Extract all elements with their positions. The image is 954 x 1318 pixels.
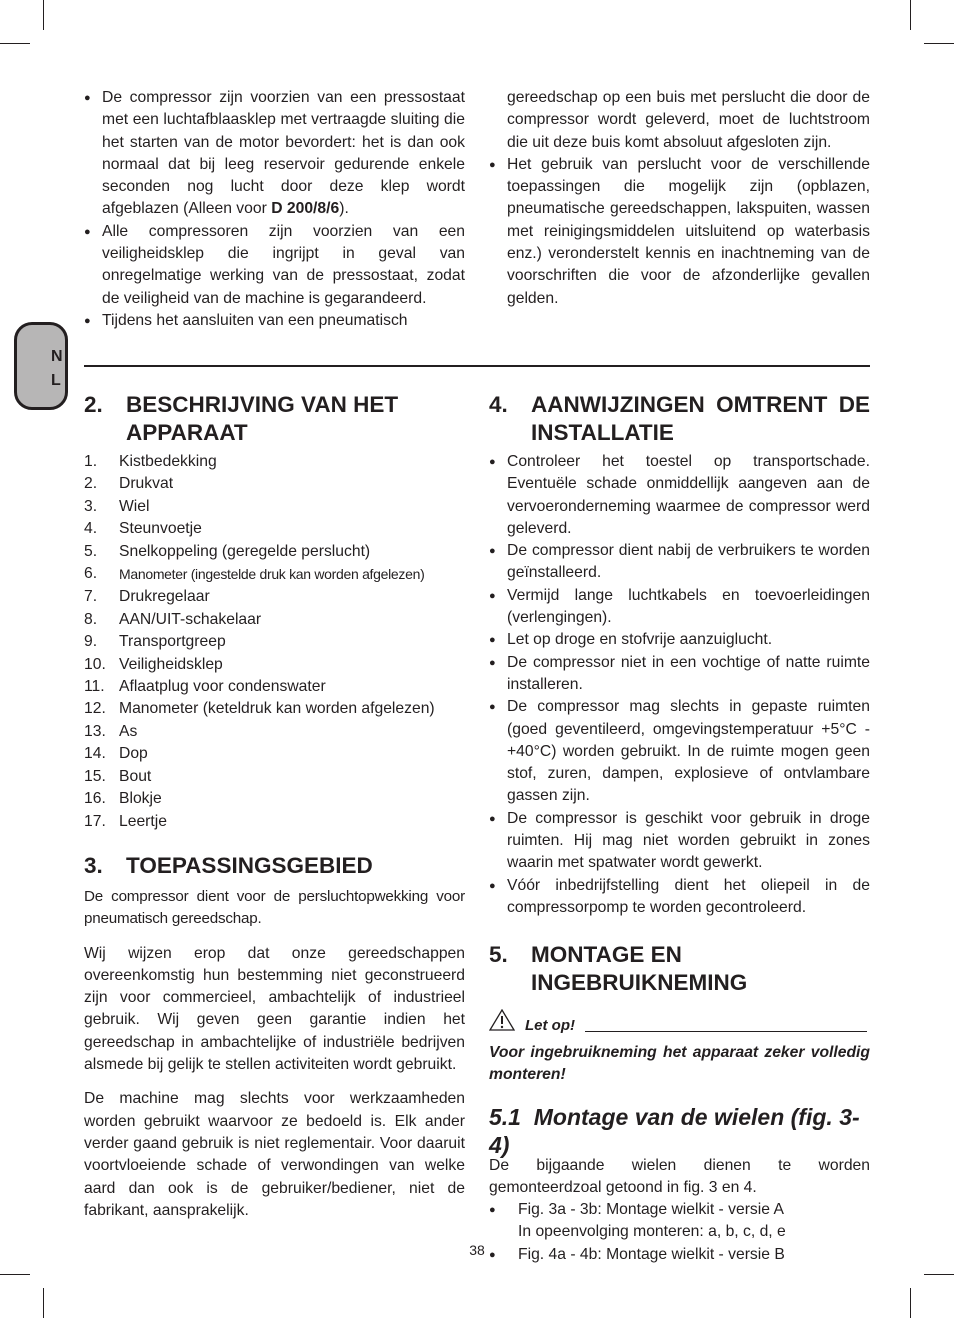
list-item: ● De compressor dient nabij de verbruikers te worden geïnstalleerd. xyxy=(489,540,870,585)
list-item: 11. Aflaatplug voor condenswater xyxy=(84,678,326,696)
list-item: 5. Snelkoppeling (geregelde perslucht) xyxy=(84,542,371,560)
list-item: ● Het gebruik van perslucht voor de verschillende toepassingen die mogelijk zijn (opblazen, pneumatische gereedschappen, lakspuiten, wassen met reinigingsmiddelen uitsluitend op waterbasis enz.) veronderstelt kennis en inachtneming van de voorschriften die voor de afzonderlijke gevallen gelden. xyxy=(489,154,870,310)
crop-mark xyxy=(0,1274,30,1275)
warning-label: Let op! xyxy=(525,1017,575,1034)
section-2-heading: 2. BESCHRIJVING VAN HET APPARAAT xyxy=(84,392,399,445)
paragraph: Wij wijzen erop dat onze gereedschappen overeenkomstig hun bestemming niet geconstrueerd zijn voor commercieel, ambachtelijk of industrieel gebruik. Wij geven geen garantie indien het gereedschap in ambachtelijke of industriële bedrijven alsmede bij gelijk te stellen activiteiten wordt gebruikt. xyxy=(84,944,465,1074)
warning-underline xyxy=(585,1031,867,1032)
section-3-heading: 3. TOEPASSINGSGEBIED xyxy=(84,853,373,878)
paragraph: De machine mag slechts voor werkzaamheden worden gebruikt waarvoor ze bedoeld is. Elk ander verder gaand gebruik is niet reglementair. Voor daaruit voortvloeiende schade of verwondingen van welke aard dan ook is de gebruiker/bediener, niet de fabrikant, aansprakelijk. xyxy=(84,1090,465,1219)
list-item: ● Vermijd lange luchtkabels en toevoerleidingen (verlengingen). xyxy=(489,585,870,630)
section-3 xyxy=(84,852,465,1222)
list-item: ● Vóór inbedrijfstelling dient het oliepeil in de compressorpomp te worden gecontroleerd. xyxy=(489,875,870,920)
list-item: ● Controleer het toestel op transportschade. Eventuële schade onmiddellijk aangeven aan de vervoeronderneming waarmee de compressor werd geleverd. xyxy=(489,451,870,540)
parts-list xyxy=(84,451,465,833)
list-item: 16. Blokje xyxy=(84,790,162,808)
list-item: 2. Drukvat xyxy=(84,475,174,493)
top-right-column xyxy=(489,87,870,310)
language-tab-letter-2: L xyxy=(51,372,61,389)
list-item: 10. Veiligheidsklep xyxy=(84,655,223,673)
subsection-5-1-heading: 5.1 Montage van de wielen (fig. 3-4) xyxy=(489,1103,860,1158)
crop-mark xyxy=(910,1288,911,1318)
page-number: 38 xyxy=(469,1242,485,1258)
list-item: ● Tijdens het aansluiten van een pneumatisch xyxy=(84,310,465,332)
top-left-column xyxy=(84,87,465,332)
list-item: 7. Drukregelaar xyxy=(84,588,210,606)
list-item: 3. Wiel xyxy=(84,497,150,515)
crop-mark xyxy=(0,43,30,44)
section-4-heading: 4. AANWIJZINGEN OMTRENT DE INSTALLATIE xyxy=(489,392,870,445)
language-tab xyxy=(14,322,68,410)
list-item: ● Let op droge en stofvrije aanzuiglucht. xyxy=(489,629,870,651)
section-5 xyxy=(489,941,870,1266)
list-item: 14. Dop xyxy=(84,745,148,763)
warning-triangle-icon xyxy=(489,1009,515,1031)
list-item: 6. Manometer (ingestelde druk kan worden afgelezen) xyxy=(84,565,425,583)
list-item: ● De compressor zijn voorzien van een pressostaat met een luchtafblaasklep met vertraagde sluiting die het starten van de motor bevordert: het is dan ook normaal dat bij leeg reservoir gedurende enkele seconden nog lucht door deze klep wordt afgeblazen (Alleen voor D 200/8/6). xyxy=(84,87,465,221)
crop-mark xyxy=(924,43,954,44)
list-item: 13. As xyxy=(84,722,138,740)
crop-mark xyxy=(43,0,44,30)
list-item: 12. Manometer (keteldruk kan worden afgelezen) xyxy=(84,700,435,718)
section-divider xyxy=(84,365,870,367)
list-item: 15. Bout xyxy=(84,767,152,785)
list-item: 4. Steunvoetje xyxy=(84,520,202,538)
language-tab-letter-1: N xyxy=(51,348,63,365)
list-item: ● De compressor is geschikt voor gebruik in droge ruimten. Hij mag niet worden gebruikt in zones waarin met spatwater wordt gewerkt. xyxy=(489,808,870,875)
installation-list xyxy=(489,451,870,919)
list-item: 9. Transportgreep xyxy=(84,633,226,651)
list-item: ● Fig. 4a - 4b: Montage wielkit - versie B xyxy=(489,1244,870,1266)
list-item: 17. Leertje xyxy=(84,812,167,830)
crop-mark xyxy=(910,0,911,30)
crop-mark xyxy=(924,1274,954,1275)
paragraph: De bijgaande wielen dienen te worden gemonteerdzoal getoond in fig. 3 en 4. xyxy=(489,1156,870,1196)
warning-text: Voor ingebruikneming het apparaat zeker volledig monteren! xyxy=(489,1044,870,1084)
section-5-heading: 5. MONTAGE EN INGEBRUIKNEMING xyxy=(489,942,748,995)
list-item: ● De compressor niet in een vochtige of natte ruimte installeren. xyxy=(489,652,870,697)
list-item: ● De compressor mag slechts in gepaste ruimten (goed geventileerd, omgevingstemperatuur +5°C - +40°C) worden gebruikt. In de ruimte mogen geen stof, zuren, dampen, explosieve of ontvlambare gassen zijn. xyxy=(489,696,870,807)
list-item: ● Fig. 3a - 3b: Montage wielkit - versie A In opeenvolging monteren: a, b, c, d, e xyxy=(489,1199,870,1244)
list-item: ● Alle compressoren zijn voorzien van een veiligheidsklep die ingrijpt in geval van onregelmatige werking van de pressostaat, zodat de veiligheid van de machine is gegarandeerd. xyxy=(84,221,465,310)
section-2 xyxy=(84,391,465,833)
continued-text: gereedschap op een buis met perslucht die door de compressor wordt geleverd, moet de luchtstroom die uit deze buis komt absoluut afgesloten zijn. xyxy=(507,89,870,151)
paragraph: De compressor dient voor de persluchtopwekking voor pneumatisch gereedschap. xyxy=(84,888,465,928)
list-item: 8. AAN/UIT-schakelaar xyxy=(84,610,262,628)
section-4 xyxy=(489,391,870,919)
crop-mark xyxy=(43,1288,44,1318)
warning-row xyxy=(489,1015,870,1039)
list-item: 1. Kistbedekking xyxy=(84,453,217,470)
